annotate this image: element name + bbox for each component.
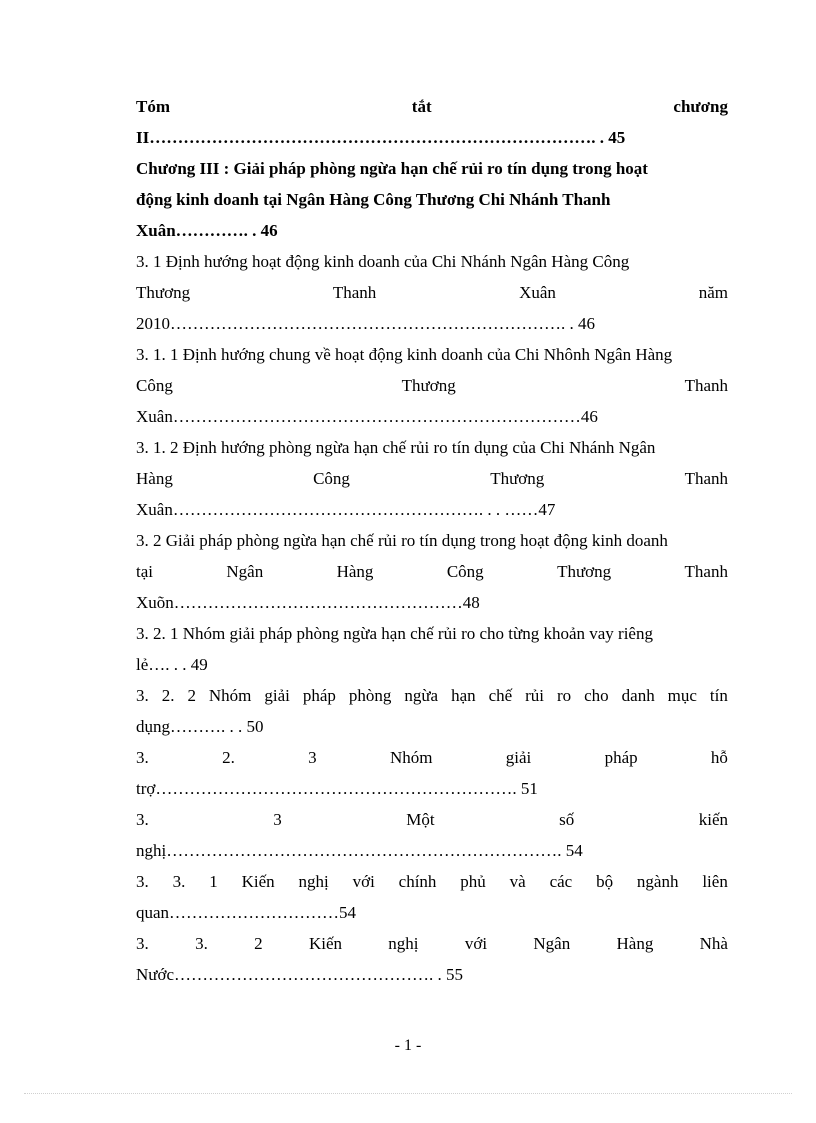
toc-word: Thanh — [684, 376, 728, 395]
toc-word: liên — [702, 872, 728, 891]
toc-word: Nhóm — [208, 686, 252, 705]
toc-line: 3. 1 Định hướng hoạt động kinh doanh của Chi Nhánh Ngân Hàng Công — [136, 252, 630, 271]
toc-word: giải — [505, 748, 532, 767]
toc-line: 3. 2 Giải pháp phòng ngừa hạn chế rủi ro tín dụng trong hoạt động kinh doanh — [136, 531, 668, 550]
toc-word: ngành — [636, 872, 679, 891]
toc-line — [136, 680, 728, 711]
toc-word: 3. — [136, 810, 149, 829]
table-of-contents — [136, 91, 728, 990]
toc-word: Công — [313, 469, 350, 488]
toc-word: Thanh — [684, 562, 728, 581]
toc-line: trợ………………………………………………………. 51 — [136, 779, 538, 798]
toc-line — [136, 804, 728, 835]
toc-word: năm — [698, 283, 728, 302]
toc-word: 3. — [136, 686, 149, 705]
toc-word: các — [549, 872, 573, 891]
toc-word: Công — [446, 562, 484, 581]
toc-word: nghị — [298, 872, 329, 891]
toc-word: tại — [136, 562, 153, 581]
toc-word: 3 — [308, 748, 317, 767]
toc-line — [136, 91, 728, 122]
toc-line: Xuân………………………………………………………………46 — [136, 407, 598, 426]
toc-word: Thanh — [684, 469, 728, 488]
toc-word: 2. — [222, 748, 235, 767]
toc-word: 3. — [136, 872, 149, 891]
toc-word: chính — [398, 872, 437, 891]
toc-word: 2 — [254, 934, 263, 953]
toc-word: Hàng — [336, 562, 374, 581]
toc-word: Kiến — [308, 934, 342, 953]
toc-line: 3. 2. 1 Nhóm giải pháp phòng ngừa hạn chế rủi ro cho từng khoản vay riêng — [136, 624, 653, 643]
toc-word: với — [352, 872, 375, 891]
toc-word: bộ — [596, 872, 614, 891]
toc-line: lẻ…. . . 49 — [136, 655, 208, 674]
toc-word: giải — [264, 686, 290, 705]
toc-word: Thanh — [332, 283, 377, 302]
toc-word: kiến — [698, 810, 728, 829]
toc-line: Xuõn……………………………………………48 — [136, 593, 480, 612]
toc-word: hỗ — [710, 748, 728, 767]
toc-word: mục — [667, 686, 697, 705]
toc-line — [136, 928, 728, 959]
toc-word: số — [559, 810, 575, 829]
toc-line: 2010……………………………………………………………. . 46 — [136, 314, 595, 333]
toc-line — [136, 556, 728, 587]
toc-word: Công — [136, 376, 173, 395]
toc-word: 2. — [161, 686, 175, 705]
page-number: - 1 - — [394, 1037, 422, 1054]
toc-line: nghị……………………………………………………………. 54 — [136, 841, 583, 860]
toc-word: Nhà — [699, 934, 728, 953]
toc-word: tắt — [411, 97, 432, 116]
toc-line: dụng………. . . 50 — [136, 717, 264, 736]
toc-word: 2 — [187, 686, 196, 705]
toc-line: 3. 1. 2 Định hướng phòng ngừa hạn chế rủi ro tín dụng của Chi Nhánh Ngân — [136, 438, 656, 457]
toc-word: Tóm — [136, 97, 170, 116]
toc-word: Nhóm — [389, 748, 433, 767]
toc-line: Nước………………………………………. . 55 — [136, 965, 464, 984]
toc-line — [136, 277, 728, 308]
toc-word: nghị — [388, 934, 419, 953]
toc-line: quan…………………………54 — [136, 903, 357, 922]
toc-word: 3. — [195, 934, 208, 953]
toc-word: Hàng — [136, 469, 173, 488]
toc-word: Ngân — [226, 562, 264, 581]
toc-word: Thương — [557, 562, 612, 581]
toc-word: Hàng — [616, 934, 654, 953]
toc-word: danh — [621, 686, 655, 705]
toc-word: với — [464, 934, 488, 953]
toc-line: động kinh doanh tại Ngân Hàng Công Thương Chi Nhánh Thanh — [136, 190, 611, 209]
toc-word: Một — [406, 810, 435, 829]
toc-line — [136, 742, 728, 773]
toc-word: pháp — [302, 686, 336, 705]
toc-word: ngừa — [404, 686, 439, 705]
toc-line: II……………………………………………………………………. . 45 — [136, 128, 626, 147]
toc-word: chương — [673, 97, 728, 116]
toc-word: 3. — [136, 748, 149, 767]
toc-word: Xuân — [519, 283, 556, 302]
toc-word: ro — [557, 686, 572, 705]
toc-word: rủi — [525, 686, 545, 705]
toc-word: phủ — [460, 872, 486, 891]
toc-word: Thương — [401, 376, 456, 395]
toc-word: 3 — [273, 810, 282, 829]
toc-word: Kiến — [241, 872, 275, 891]
toc-line — [136, 370, 728, 401]
toc-word: 1 — [209, 872, 218, 891]
toc-line: 3. 1. 1 Định hướng chung về hoạt động kinh doanh của Chi Nhônh Ngân Hàng — [136, 345, 673, 364]
page-bottom-border — [24, 1093, 792, 1094]
toc-word: hạn — [451, 686, 476, 705]
toc-word: Thương — [136, 283, 191, 302]
toc-word: phòng — [348, 686, 392, 705]
toc-word: pháp — [604, 748, 638, 767]
toc-word: và — [509, 872, 526, 891]
toc-word: Thương — [490, 469, 545, 488]
toc-word: cho — [584, 686, 609, 705]
toc-line: Xuân………………………………………………. . . ……47 — [136, 500, 556, 519]
toc-word: 3. — [172, 872, 186, 891]
toc-line — [136, 866, 728, 897]
toc-word: chế — [488, 686, 513, 705]
toc-line: Chương III : Giải pháp phòng ngừa hạn chế rủi ro tín dụng trong hoạt — [136, 159, 648, 178]
toc-word: Ngân — [533, 934, 571, 953]
toc-line: Xuân…………. . 46 — [136, 221, 278, 240]
toc-line — [136, 463, 728, 494]
toc-word: 3. — [136, 934, 149, 953]
toc-word: tín — [709, 686, 728, 705]
